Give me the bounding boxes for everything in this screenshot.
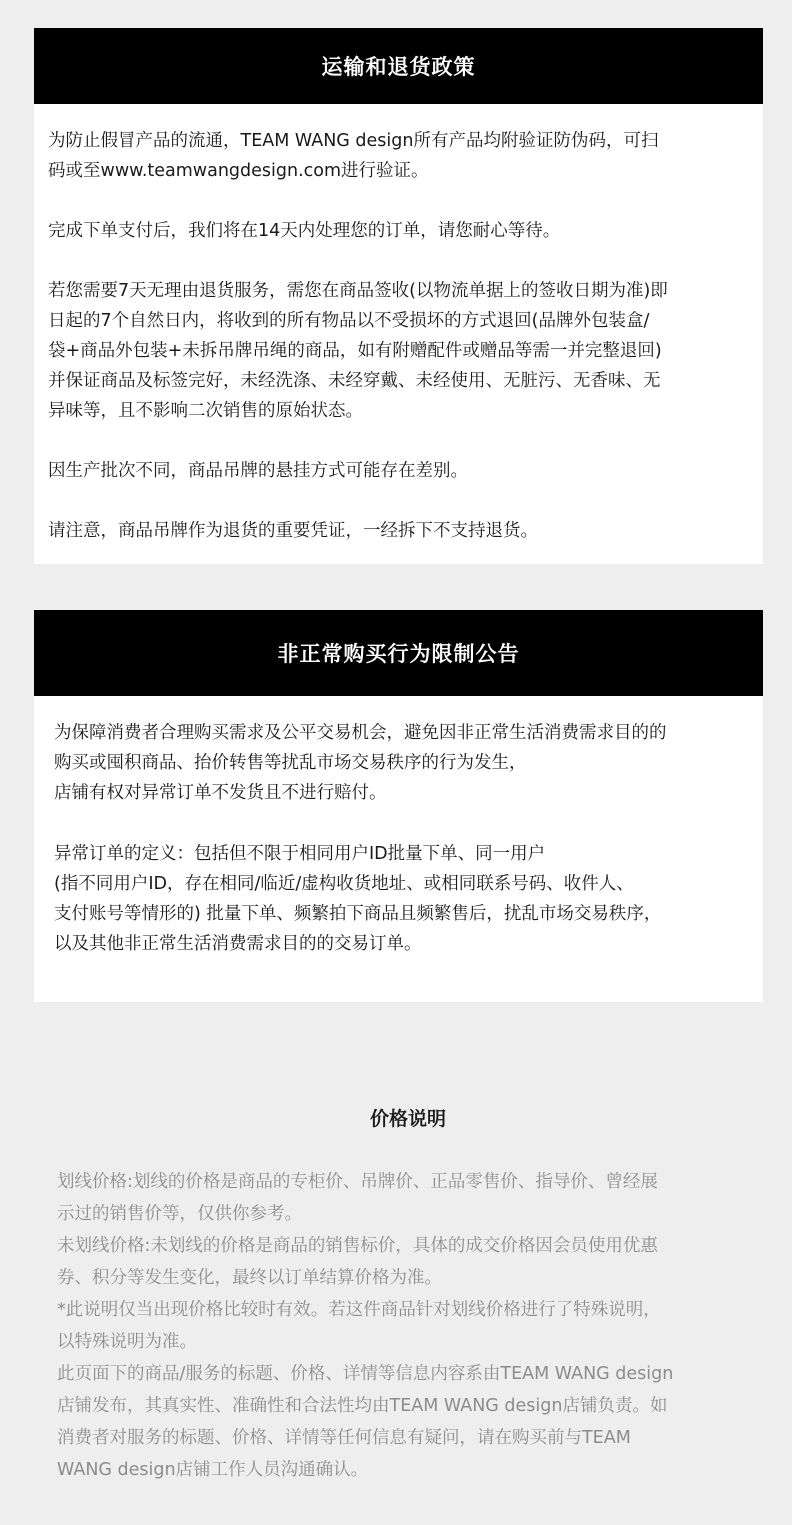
shipping-return-policy-card: [34, 28, 763, 564]
price-note-section: [57, 1104, 747, 1486]
abnormal-purchase-header: [34, 610, 763, 696]
tag-hanging-paragraph: 因生产批次不同，商品吊牌的悬挂方式可能存在差别。: [48, 461, 468, 481]
abnormal-order-definition-paragraph: 异常订单的定义：包括但不限于相同用户ID批量下单、同一用户 (指不同用户ID，存在相同/临近/虚构收货地址、或相同联系号码、收件人、 支付账号等情形的) 批量下单、频繁拍下商品且频繁售后，扰乱市场交易秩序， 以及其他非正常生活消费需求目的的交易订单。: [54, 844, 662, 954]
shipping-policy-header: [34, 28, 763, 104]
abnormal-purchase-body: [34, 696, 763, 959]
abnormal-purchase-notice-card: [34, 610, 763, 1002]
processing-time-paragraph: 完成下单支付后，我们将在14天内处理您的订单，请您耐心等待。: [48, 221, 561, 241]
strikethrough-price-paragraph: 划线价格:划线的价格是商品的专柜价、吊牌价、正品零售价、指导价、曾经展 示过的销售价等，仅供你参考。: [57, 1172, 658, 1224]
tag-notice-paragraph: 请注意，商品吊牌作为退货的重要凭证，一经拆下不支持退货。: [48, 521, 538, 541]
store-responsibility-paragraph: 此页面下的商品/服务的标题、价格、详情等信息内容系由TEAM WANG design 店铺发布，其真实性、准确性和合法性均由TEAM WANG design店铺负责。如 消费者对服务的标题、价格、详情等任何信息有疑问，请在购买前与TEAM WANG design店铺工作人员沟通确认。: [57, 1364, 674, 1480]
anti-counterfeit-paragraph: 为防止假冒产品的流通，TEAM WANG design所有产品均附验证防伪码，可扫 码或至www.teamwangdesign.com进行验证。: [48, 131, 659, 181]
price-note-title: 价格说明: [369, 1108, 446, 1130]
comparison-note-paragraph: *此说明仅当出现价格比较时有效。若这件商品针对划线价格进行了特殊说明， 以特殊说明为准。: [57, 1300, 661, 1352]
shipping-policy-body: [34, 104, 763, 546]
abnormal-purchase-title: 非正常购买行为限制公告: [277, 642, 520, 666]
return-policy-paragraph: 若您需要7天无理由退货服务，需您在商品签收(以物流单据上的签收日期为准)即 日起的7个自然日内，将收到的所有物品以不受损坏的方式退回(品牌外包装盒/ 袋+商品外包装+未拆吊牌吊绳的商品，如有附赠配件或赠品等需一并完整退回) 并保证商品及标签完好，未经洗涤、未经穿戴、未经使用、无脏污、无香味、无 异味等，且不影响二次销售的原始状态。: [48, 281, 668, 421]
non-strikethrough-price-paragraph: 未划线价格:未划线的价格是商品的销售标价，具体的成交价格因会员使用优惠 券、积分等发生变化，最终以订单结算价格为准。: [57, 1236, 658, 1288]
shipping-policy-title: 运输和退货政策: [321, 55, 476, 79]
fair-trade-paragraph: 为保障消费者合理购买需求及公平交易机会，避免因非正常生活消费需求目的的 购买或囤积商品、抬价转售等扰乱市场交易秩序的行为发生， 店铺有权对异常订单不发货且不进行赔付。: [54, 723, 667, 803]
